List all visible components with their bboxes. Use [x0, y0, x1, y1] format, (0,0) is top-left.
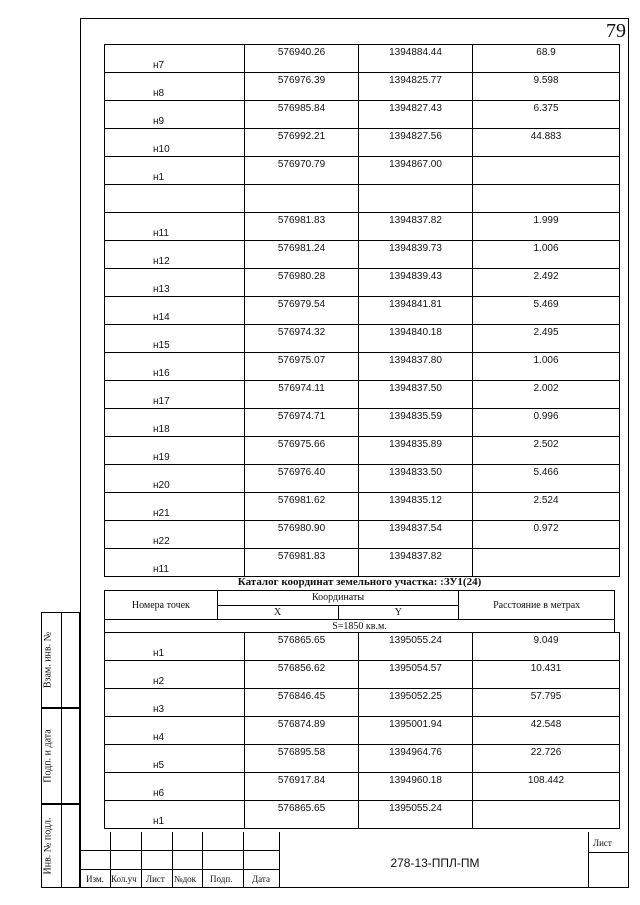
x-cell-text: 576981.24: [277, 243, 326, 254]
x-cell-text: 576895.58: [277, 747, 326, 758]
x-cell-text: 576992.21: [277, 131, 326, 142]
x-cell-text: 576974.32: [277, 327, 326, 338]
x-cell-text: 576980.28: [277, 271, 326, 282]
stamp-label: №док: [174, 874, 197, 884]
point-cell: [105, 493, 245, 521]
point-cell: [105, 185, 245, 213]
x-cell: [245, 773, 359, 801]
x-cell-text: 576917.84: [277, 775, 326, 786]
distance-cell: [473, 241, 620, 269]
point-cell: [105, 661, 245, 689]
sheet-label: Лист: [593, 838, 612, 848]
y-cell: [359, 353, 473, 381]
y-cell-text: 1394837.54: [389, 523, 442, 534]
point-cell: [105, 549, 245, 577]
distance-cell: [473, 129, 620, 157]
y-cell: [359, 73, 473, 101]
distance-cell-text: 0.996: [533, 411, 559, 422]
y-cell: [359, 437, 473, 465]
distance-cell: [473, 157, 620, 185]
x-cell: [245, 129, 359, 157]
coordinates-table-continued: [104, 44, 620, 577]
table-row: [105, 73, 620, 101]
distance-cell: [473, 717, 620, 745]
distance-cell: [473, 745, 620, 773]
y-cell: [359, 689, 473, 717]
point-cell-text: н1: [153, 816, 165, 827]
y-cell-text: 1395001.94: [389, 719, 442, 730]
header-distance: Расстояние в метрах: [459, 591, 615, 620]
distance-cell: [473, 661, 620, 689]
distance-cell-text: 9.598: [533, 75, 559, 86]
point-cell: [105, 213, 245, 241]
point-cell: [105, 381, 245, 409]
y-cell-text: 1394837.50: [389, 383, 442, 394]
point-cell: [105, 325, 245, 353]
distance-cell: [473, 689, 620, 717]
point-cell: [105, 801, 245, 829]
distance-cell-text: 2.492: [533, 271, 559, 282]
y-cell: [359, 717, 473, 745]
distance-cell: [473, 437, 620, 465]
side-cell-divider: [42, 709, 62, 803]
distance-cell-text: 44.883: [530, 131, 562, 142]
point-cell-text: н11: [153, 564, 169, 575]
point-cell: [105, 157, 245, 185]
x-cell: [245, 549, 359, 577]
table-row: [105, 409, 620, 437]
distance-cell-text: 2.524: [533, 495, 559, 506]
x-cell-text: 576865.65: [277, 803, 326, 814]
y-cell: [359, 521, 473, 549]
distance-cell: [473, 353, 620, 381]
header-points: Номера точек: [105, 591, 218, 620]
x-cell: [245, 661, 359, 689]
y-cell-text: 1394840.18: [389, 327, 442, 338]
distance-cell: [473, 101, 620, 129]
distance-cell-text: 2.002: [533, 383, 559, 394]
point-cell-text: н6: [153, 788, 165, 799]
title-block-line: [588, 832, 589, 888]
title-block: [80, 832, 629, 888]
distance-cell-text: 42.548: [530, 719, 562, 730]
x-cell: [245, 437, 359, 465]
x-cell-text: 576980.90: [277, 523, 326, 534]
y-cell: [359, 157, 473, 185]
distance-cell-text: 2.495: [533, 327, 559, 338]
table-row: [105, 353, 620, 381]
y-cell: [359, 185, 473, 213]
point-cell-text: н2: [153, 676, 165, 687]
distance-cell-text: 5.466: [533, 467, 559, 478]
point-cell: [105, 129, 245, 157]
side-cell-3: [41, 804, 80, 888]
x-cell-text: 576974.71: [277, 411, 326, 422]
x-cell-text: 576979.54: [277, 299, 326, 310]
y-cell: [359, 101, 473, 129]
title-block-line: [172, 832, 173, 888]
point-cell: [105, 269, 245, 297]
point-cell: [105, 689, 245, 717]
y-cell-text: 1394835.59: [389, 411, 442, 422]
x-cell: [245, 465, 359, 493]
distance-cell: [473, 409, 620, 437]
x-cell-text: 576981.83: [277, 215, 326, 226]
x-cell: [245, 381, 359, 409]
y-cell: [359, 409, 473, 437]
y-cell: [359, 633, 473, 661]
point-cell: [105, 633, 245, 661]
y-cell-text: 1394839.43: [389, 271, 442, 282]
y-cell: [359, 661, 473, 689]
x-cell: [245, 213, 359, 241]
x-cell-text: 576874.89: [277, 719, 326, 730]
distance-cell-text: 108.442: [527, 775, 565, 786]
distance-cell: [473, 297, 620, 325]
y-cell-text: [359, 185, 472, 187]
point-cell-text: н10: [153, 144, 170, 155]
x-cell: [245, 745, 359, 773]
distance-cell: [473, 521, 620, 549]
area-row: S=1850 кв.м.: [105, 620, 615, 633]
table-row: [105, 745, 620, 773]
distance-cell-text: 57.795: [530, 691, 562, 702]
x-cell-text: 576975.66: [277, 439, 326, 450]
x-cell-text: 576865.65: [277, 635, 326, 646]
point-cell-text: н13: [153, 284, 170, 295]
table-row: [105, 45, 620, 73]
distance-cell: [473, 773, 620, 801]
point-cell-text: н21: [153, 508, 170, 519]
point-cell-text: н17: [153, 396, 170, 407]
title-block-line: [202, 832, 203, 888]
point-cell-text: н20: [153, 480, 170, 491]
point-cell-text: н22: [153, 536, 170, 547]
stamp-label: Лист: [146, 874, 165, 884]
table-row: [105, 241, 620, 269]
distance-cell-text: [473, 549, 619, 551]
point-cell-text: н16: [153, 368, 170, 379]
point-cell: [105, 241, 245, 269]
x-cell: [245, 409, 359, 437]
y-cell: [359, 773, 473, 801]
x-cell: [245, 493, 359, 521]
point-cell-text: н8: [153, 88, 165, 99]
y-cell-text: 1394835.89: [389, 439, 442, 450]
distance-cell-text: [473, 157, 619, 159]
point-cell: [105, 521, 245, 549]
table-row: [105, 101, 620, 129]
point-cell-text: н5: [153, 760, 165, 771]
distance-cell-text: 1.006: [533, 243, 559, 254]
stamp-label: Кол.уч: [111, 874, 137, 884]
distance-cell-text: 2.502: [533, 439, 559, 450]
point-cell: [105, 717, 245, 745]
side-cell-1: [41, 612, 80, 708]
table-row: [105, 633, 620, 661]
point-cell-text: н4: [153, 732, 165, 743]
x-cell: [245, 521, 359, 549]
y-cell-text: 1394884.44: [389, 47, 442, 58]
title-block-line: [588, 852, 629, 853]
side-cell-2: [41, 708, 80, 804]
y-cell: [359, 381, 473, 409]
distance-cell-text: 68.9: [536, 47, 556, 58]
page-number: 79: [606, 20, 626, 42]
catalog-title: Каталог координат земельного участка: :ЗУ1(24): [237, 576, 482, 588]
x-cell: [245, 689, 359, 717]
table-row: [105, 773, 620, 801]
point-cell-text: н18: [153, 424, 170, 435]
point-cell: [105, 297, 245, 325]
y-cell: [359, 269, 473, 297]
table-row: [105, 381, 620, 409]
point-cell: [105, 45, 245, 73]
x-cell-text: 576970.79: [277, 159, 326, 170]
y-cell: [359, 801, 473, 829]
distance-cell-text: 22.726: [530, 747, 562, 758]
distance-cell-text: 10.431: [530, 663, 562, 674]
y-cell: [359, 45, 473, 73]
y-cell-text: 1394837.80: [389, 355, 442, 366]
header-coordinates: Координаты: [217, 591, 458, 606]
x-cell-text: 576846.45: [277, 691, 326, 702]
x-cell: [245, 269, 359, 297]
y-cell-text: 1394960.18: [389, 775, 442, 786]
y-cell-text: 1395055.24: [389, 635, 442, 646]
x-cell: [245, 73, 359, 101]
x-cell-text: 576981.83: [277, 551, 326, 562]
y-cell: [359, 325, 473, 353]
distance-cell: [473, 213, 620, 241]
x-cell: [245, 45, 359, 73]
distance-cell: [473, 73, 620, 101]
y-cell-text: 1395055.24: [389, 803, 442, 814]
side-cell-divider: [42, 613, 62, 707]
distance-cell: [473, 493, 620, 521]
distance-cell-text: [473, 801, 619, 803]
y-cell-text: 1394867.00: [389, 159, 442, 170]
point-cell: [105, 745, 245, 773]
point-cell-text: н12: [153, 256, 170, 267]
distance-cell-text: 1.006: [533, 355, 559, 366]
x-cell-text: 576975.07: [277, 355, 326, 366]
side-cell-divider: [42, 805, 62, 887]
distance-cell-text: 9.049: [533, 635, 559, 646]
y-cell-text: 1394837.82: [389, 215, 442, 226]
distance-cell-text: 1.999: [533, 215, 559, 226]
header-x: X: [217, 605, 338, 620]
side-label: Взам. инв. №: [42, 631, 54, 689]
y-cell-text: 1394827.43: [389, 103, 442, 114]
distance-cell-text: 0.972: [533, 523, 559, 534]
table-row: [105, 493, 620, 521]
x-cell: [245, 325, 359, 353]
distance-cell: [473, 45, 620, 73]
x-cell: [245, 297, 359, 325]
x-cell: [245, 157, 359, 185]
side-stamp: [41, 612, 80, 888]
table-row: [105, 213, 620, 241]
distance-cell: [473, 269, 620, 297]
point-cell: [105, 73, 245, 101]
x-cell: [245, 633, 359, 661]
side-label: Инв. № подл.: [42, 817, 54, 875]
y-cell: [359, 465, 473, 493]
point-cell-text: н11: [153, 228, 169, 239]
header-y: Y: [338, 605, 459, 620]
y-cell-text: 1394964.76: [389, 747, 442, 758]
y-cell: [359, 241, 473, 269]
table-row: [105, 269, 620, 297]
x-cell-text: 576976.39: [277, 75, 326, 86]
x-cell-text: [245, 185, 358, 187]
stamp-label: Изм.: [86, 874, 104, 884]
y-cell-text: 1394837.82: [389, 551, 442, 562]
distance-cell: [473, 465, 620, 493]
title-block-line: [141, 832, 142, 888]
y-cell: [359, 297, 473, 325]
point-cell-text: н9: [153, 116, 165, 127]
y-cell-text: 1394839.73: [389, 243, 442, 254]
y-cell: [359, 745, 473, 773]
stamp-label: Дата: [252, 874, 270, 884]
table-row: [105, 465, 620, 493]
table-row: [105, 157, 620, 185]
y-cell: [359, 493, 473, 521]
x-cell: [245, 241, 359, 269]
point-cell-text: н3: [153, 704, 165, 715]
table-row: [105, 297, 620, 325]
y-cell: [359, 129, 473, 157]
y-cell-text: 1394825.77: [389, 75, 442, 86]
table-row: [105, 521, 620, 549]
distance-cell: [473, 381, 620, 409]
distance-cell: [473, 185, 620, 213]
x-cell-text: 576985.84: [277, 103, 326, 114]
distance-cell: [473, 549, 620, 577]
point-cell-text: н7: [153, 60, 165, 71]
point-cell: [105, 353, 245, 381]
catalog-table: [104, 632, 620, 829]
y-cell: [359, 549, 473, 577]
distance-cell-text: 5.469: [533, 299, 559, 310]
document-code: 278-13-ППЛ-ПМ: [390, 856, 480, 870]
point-cell: [105, 465, 245, 493]
y-cell-text: 1395052.25: [389, 691, 442, 702]
point-cell-text: н14: [153, 312, 170, 323]
distance-cell-text: [473, 185, 619, 187]
point-cell: [105, 409, 245, 437]
point-cell-text: н1: [153, 648, 165, 659]
distance-cell-text: 6.375: [533, 103, 559, 114]
point-cell-text: н15: [153, 340, 170, 351]
catalog-header: [104, 590, 615, 633]
table-row: [105, 437, 620, 465]
table-row: [105, 661, 620, 689]
point-cell: [105, 773, 245, 801]
table-row: [105, 549, 620, 577]
x-cell-text: 576856.62: [277, 663, 326, 674]
x-cell-text: 576940.26: [277, 47, 326, 58]
y-cell-text: 1394827.56: [389, 131, 442, 142]
x-cell: [245, 801, 359, 829]
y-cell-text: 1395054.57: [389, 663, 442, 674]
table-row: [105, 801, 620, 829]
side-label: Подп. и дата: [42, 729, 54, 783]
x-cell: [245, 717, 359, 745]
table-row: [105, 325, 620, 353]
x-cell: [245, 101, 359, 129]
distance-cell: [473, 325, 620, 353]
x-cell: [245, 185, 359, 213]
stamp-label: Подп.: [210, 874, 233, 884]
distance-cell: [473, 633, 620, 661]
y-cell-text: 1394841.81: [389, 299, 442, 310]
x-cell-text: 576981.62: [277, 495, 326, 506]
table-row: [105, 185, 620, 213]
y-cell: [359, 213, 473, 241]
point-cell: [105, 101, 245, 129]
y-cell-text: 1394833.50: [389, 467, 442, 478]
x-cell: [245, 353, 359, 381]
table-row: [105, 129, 620, 157]
table-row: [105, 717, 620, 745]
point-cell-text: н1: [153, 172, 165, 183]
x-cell-text: 576974.11: [278, 383, 325, 394]
point-cell-text: н19: [153, 452, 170, 463]
title-block-line: [243, 832, 244, 888]
table-row: [105, 689, 620, 717]
point-cell: [105, 437, 245, 465]
y-cell-text: 1394835.12: [389, 495, 442, 506]
distance-cell: [473, 801, 620, 829]
x-cell-text: 576976.40: [277, 467, 326, 478]
